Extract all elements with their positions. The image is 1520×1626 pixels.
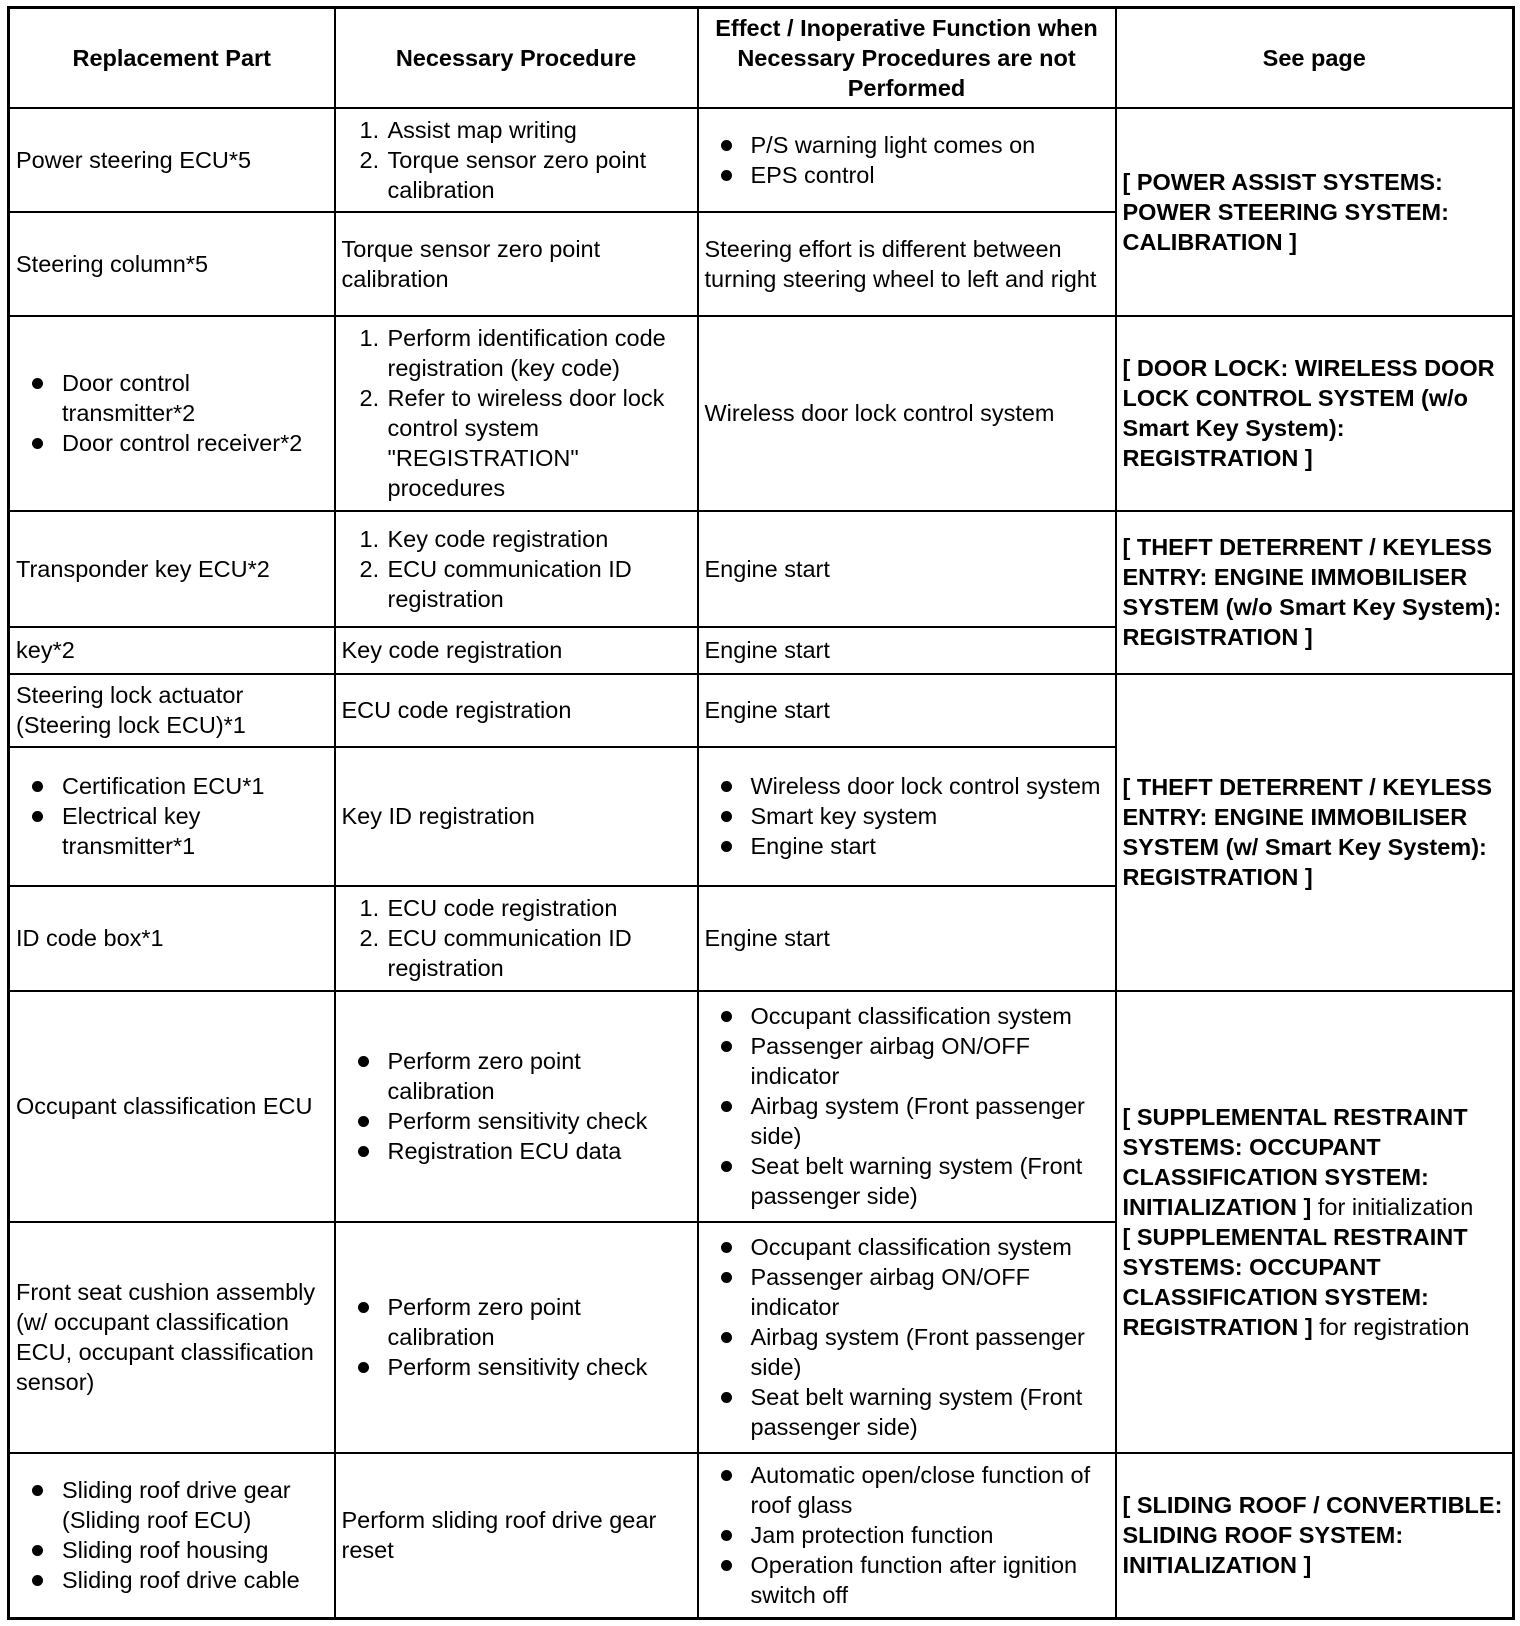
procedure-steps — [342, 524, 691, 614]
effect-item: Operation function after ignition switch off — [705, 1550, 1109, 1610]
see-page-cell — [1116, 674, 1514, 991]
see-page-link[interactable]: [ SUPPLEMENTAL RESTRAINT SYSTEMS: OCCUPANT CLASSIFICATION SYSTEM: INITIALIZATION ] — [1122, 1103, 1468, 1220]
table-row — [9, 108, 1514, 212]
procedure-step: Assist map writing — [387, 116, 577, 143]
procedure-cell: ECU code registration — [335, 674, 698, 747]
part-item: Sliding roof housing — [16, 1535, 328, 1565]
effect-item: Smart key system — [705, 801, 1109, 831]
see-page-link[interactable]: [ SUPPLEMENTAL RESTRAINT SYSTEMS: OCCUPANT CLASSIFICATION SYSTEM: REGISTRATION ] — [1122, 1223, 1468, 1340]
part-cell: Steering lock actuator (Steering lock ECU)*1 — [9, 674, 335, 747]
part-cell: Power steering ECU*5 — [9, 108, 335, 212]
effect-item: EPS control — [705, 160, 1109, 190]
effect-cell — [698, 1222, 1116, 1453]
effect-item: Engine start — [705, 831, 1109, 861]
effect-item: Occupant classification system — [705, 1232, 1109, 1262]
procedure-step: Refer to wireless door lock control system "REGISTRATION" procedures — [387, 385, 665, 501]
effect-cell — [698, 747, 1116, 886]
procedure-item: Perform zero point calibration — [342, 1046, 691, 1106]
procedure-cell: Torque sensor zero point calibration — [335, 212, 698, 316]
effect-item: Airbag system (Front passenger side) — [705, 1322, 1109, 1382]
header-replacement-part: Replacement Part — [9, 8, 335, 108]
effect-cell: Engine start — [698, 511, 1116, 627]
part-cell: Occupant classification ECU — [9, 991, 335, 1222]
effect-item: Wireless door lock control system — [705, 771, 1109, 801]
procedure-item: Perform sensitivity check — [342, 1106, 691, 1136]
effect-cell: Engine start — [698, 627, 1116, 674]
see-page-link[interactable]: [ SLIDING ROOF / CONVERTIBLE: SLIDING ROOF SYSTEM: INITIALIZATION ] — [1122, 1492, 1503, 1579]
effect-cell — [698, 1453, 1116, 1619]
header-effect: Effect / Inoperative Function when Necessary Procedures are not Performed — [698, 8, 1116, 108]
see-page-link[interactable]: [ THEFT DETERRENT / KEYLESS ENTRY: ENGINE IMMOBILISER SYSTEM (w/o Smart Key System): REGISTRATION ] — [1122, 534, 1502, 650]
effect-items — [705, 1460, 1109, 1610]
procedure-steps — [342, 893, 691, 983]
part-cell — [9, 1453, 335, 1619]
effect-items — [705, 1232, 1109, 1442]
see-page-link[interactable]: [ THEFT DETERRENT / KEYLESS ENTRY: ENGINE IMMOBILISER SYSTEM (w/ Smart Key System): REGISTRATION ] — [1122, 774, 1492, 890]
part-item: Door control receiver*2 — [16, 428, 328, 458]
part-cell: ID code box*1 — [9, 886, 335, 991]
part-items — [16, 1475, 328, 1595]
part-item: Sliding roof drive gear (Sliding roof ECU) — [16, 1475, 328, 1535]
part-items — [16, 771, 328, 861]
procedure-items — [342, 1292, 691, 1382]
see-page-note: for initialization — [1311, 1193, 1474, 1220]
see-page-cell — [1116, 1453, 1514, 1619]
effect-item: Automatic open/close function of roof glass — [705, 1460, 1109, 1520]
effect-cell: Steering effort is different between turning steering wheel to left and right — [698, 212, 1116, 316]
part-item: Door control transmitter*2 — [16, 368, 328, 428]
effect-cell — [698, 108, 1116, 212]
procedure-cell: Key ID registration — [335, 747, 698, 886]
procedure-cell — [335, 1222, 698, 1453]
table-row — [9, 674, 1514, 747]
effect-item: P/S warning light comes on — [705, 130, 1109, 160]
effect-item: Seat belt warning system (Front passenger side) — [705, 1151, 1109, 1211]
procedure-item: Perform zero point calibration — [342, 1292, 691, 1352]
effect-items — [705, 771, 1109, 861]
procedure-steps — [342, 115, 691, 205]
procedure-step: ECU communication ID registration — [387, 555, 632, 612]
effect-item: Jam protection function — [705, 1520, 1109, 1550]
procedure-item: Perform sensitivity check — [342, 1352, 691, 1382]
procedure-cell — [335, 886, 698, 991]
procedure-steps — [342, 323, 691, 503]
see-page-link[interactable]: [ DOOR LOCK: WIRELESS DOOR LOCK CONTROL SYSTEM (w/o Smart Key System): REGISTRATION ] — [1122, 355, 1495, 471]
procedure-cell: Key code registration — [335, 627, 698, 674]
header-necessary-procedure: Necessary Procedure — [335, 8, 698, 108]
table-row — [9, 316, 1514, 511]
effect-item: Occupant classification system — [705, 1001, 1109, 1031]
procedure-cell: Perform sliding roof drive gear reset — [335, 1453, 698, 1619]
procedure-cell — [335, 316, 698, 511]
see-page-cell — [1116, 991, 1514, 1453]
table-row — [9, 1453, 1514, 1619]
part-cell: Front seat cushion assembly (w/ occupant classification ECU, occupant classification sensor) — [9, 1222, 335, 1453]
part-cell — [9, 316, 335, 511]
part-item: Electrical key transmitter*1 — [16, 801, 328, 861]
part-item: Certification ECU*1 — [16, 771, 328, 801]
table-header-row — [9, 8, 1514, 108]
effect-item: Airbag system (Front passenger side) — [705, 1091, 1109, 1151]
procedure-step: Key code registration — [387, 525, 609, 552]
table-row — [9, 511, 1514, 627]
procedure-cell — [335, 511, 698, 627]
effect-cell — [698, 991, 1116, 1222]
effect-items — [705, 1001, 1109, 1211]
see-page-cell — [1116, 108, 1514, 316]
part-cell — [9, 747, 335, 886]
effect-cell: Engine start — [698, 674, 1116, 747]
effect-cell: Wireless door lock control system — [698, 316, 1116, 511]
see-page-link[interactable]: [ POWER ASSIST SYSTEMS: POWER STEERING SYSTEM: CALIBRATION ] — [1122, 168, 1449, 255]
effect-cell: Engine start — [698, 886, 1116, 991]
part-cell: Steering column*5 — [9, 212, 335, 316]
header-see-page: See page — [1116, 8, 1514, 108]
procedure-step: ECU code registration — [387, 895, 618, 921]
effect-item: Passenger airbag ON/OFF indicator — [705, 1262, 1109, 1322]
part-items — [16, 368, 328, 458]
procedure-step: Perform identification code registration (key code) — [387, 325, 666, 381]
procedure-step: Torque sensor zero point calibration — [387, 146, 647, 203]
see-page-cell — [1116, 316, 1514, 511]
see-page-note: for registration — [1312, 1313, 1470, 1340]
effect-item: Seat belt warning system (Front passenger side) — [705, 1382, 1109, 1442]
procedure-cell — [335, 991, 698, 1222]
see-page-cell — [1116, 511, 1514, 674]
procedure-step: ECU communication ID registration — [387, 925, 632, 981]
table-row — [9, 991, 1514, 1222]
replacement-procedure-table — [7, 6, 1515, 1620]
part-item: Sliding roof drive cable — [16, 1565, 328, 1595]
procedure-cell — [335, 108, 698, 212]
procedure-items — [342, 1046, 691, 1166]
effect-items — [705, 130, 1109, 190]
effect-item: Passenger airbag ON/OFF indicator — [705, 1031, 1109, 1091]
part-cell: key*2 — [9, 627, 335, 674]
part-cell: Transponder key ECU*2 — [9, 511, 335, 627]
procedure-item: Registration ECU data — [342, 1136, 691, 1166]
